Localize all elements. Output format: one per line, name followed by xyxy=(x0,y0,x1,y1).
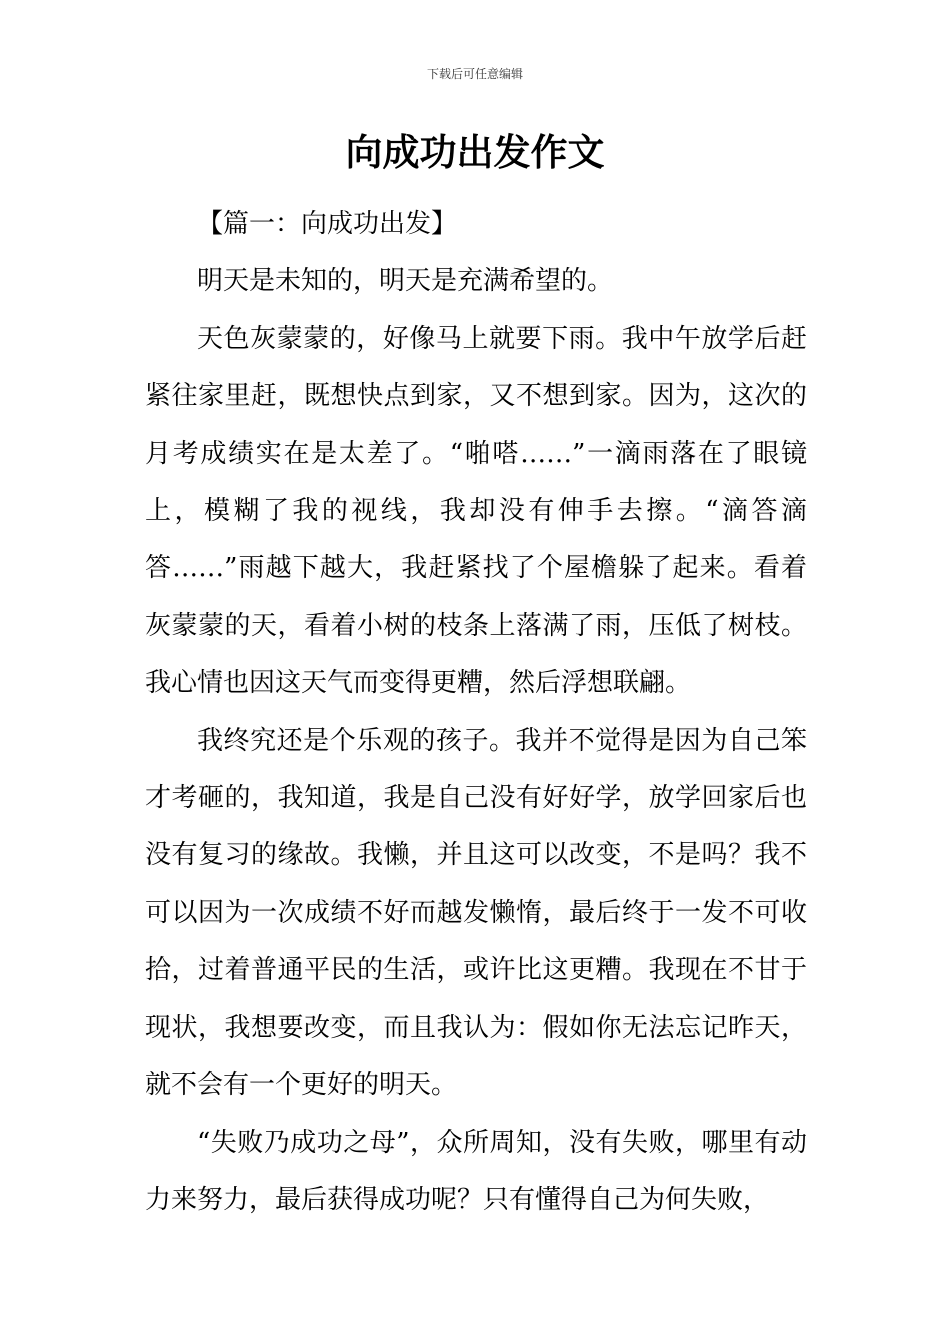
paragraph: “失败乃成功之母”，众所周知，没有失败，哪里有动力来努力，最后获得成功呢？只有懂得自己为何失败， xyxy=(145,1127,807,1215)
section-heading: 【篇一：向成功出发】 xyxy=(197,209,458,239)
paragraph: 天色灰蒙蒙的，好像马上就要下雨。我中午放学后赶紧往家里赶，既想快点到家，又不想到家。因为，这次的月考成绩实在是太差了。“啪嗒……”一滴雨落在了眼镜上，模糊了我的视线，我却没有伸手去擦。“滴答滴答……”雨越下越大，我赶紧找了个屋檐躲了起来。看着灰蒙蒙的天，看着小树的枝条上落满了雨，压低了树枝。我心情也因这天气而变得更糟，然后浮想联翩。 xyxy=(145,323,807,699)
header-note: 下载后可任意编辑 xyxy=(426,67,523,81)
paragraph: 明天是未知的，明天是充满希望的。 xyxy=(197,266,614,297)
document-body xyxy=(145,196,807,1229)
paragraph: 我终究还是个乐观的孩子。我并不觉得是因为自己笨才考砸的，我知道，我是自己没有好好学，放学回家后也没有复习的缘故。我懒，并且这可以改变，不是吗？我不可以因为一次成绩不好而越发懒惰，最后终于一发不可收拾，过着普通平民的生活，或许比这更糟。我现在不甘于现状，我想要改变，而且我认为：假如你无法忘记昨天，就不会有一个更好的明天。 xyxy=(145,725,807,1101)
document-title: 向成功出发作文 xyxy=(345,131,605,174)
